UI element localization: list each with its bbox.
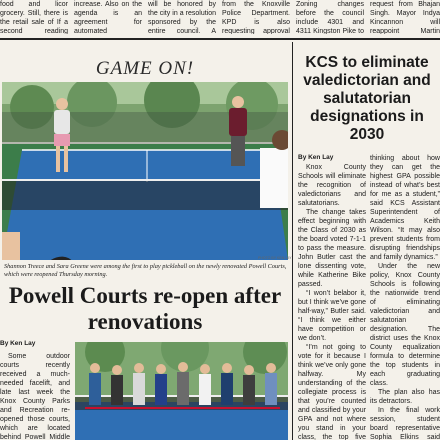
powell-headline: Powell Courts re-open after renovations	[8, 283, 282, 334]
column-rule	[292, 42, 293, 440]
powell-body: Some outdoor courts recently received a much-needed facelift, and late last week the Knox County Parks and Recreation re-opened those courts, which are located behind Powell Middle	[0, 353, 70, 440]
kcs-column-2: thinking about how they can get the highest GPA possible instead of what’s best for me as a student,” said KCS Assistant Superintendent of Academics Keith Wilson. “It may also prevent students from disrupting friendships and family dynamics.” Under the new policy, Knox County Schools is following the nationwide trend of eliminating valedictorian and salutatorian designation. The district uses the Knox County equalization formula to determine the top students in each graduating class. The plan also has its detractors. In the final work session, student board representative Sophia Elkins said	[370, 155, 440, 440]
photo-caption: Shannon Treece and Sara Greene were among the first to play pickleball on the newly renovated Powell Courts, which were reopened Thursday morning.	[4, 263, 287, 278]
top-column-6: request from Bhajan Singh. Mayor Indya Kincannon will reappoint Martin	[370, 1, 440, 34]
top-column-4: from the Knoxville Police Department. KPD is also requesting approval	[222, 1, 290, 34]
photo-heading: GAME ON!	[95, 58, 195, 79]
kcs-column-1: Knox County Schools will eliminate the recognition of valedictorians and salutatorians. The change takes effect beginning with the Class of 2030 as the board voted 7-1-1 to pass the measure. John Butler cast the lone dissenting vote, while Katherine Bike passed. “I won’t belabor it, but I think we’ve gone half-way,” Butler said. “I think we either have competition or we don’t. “I’m not going to vote for it because I think we’ve only gone halfway. My understanding of the collegiate process is that you’re counted and classified by your GPA and not where you stand in your class, the top five	[298, 164, 366, 440]
top-rule	[0, 38, 440, 40]
kcs-byline: By Ken Lay	[298, 154, 334, 161]
powell-byline: By Ken Lay	[0, 340, 36, 347]
top-column-3: will be honored by the city in a resolution sponsored by the entire council. A	[148, 1, 216, 34]
top-column-2: increase. Also on the agenda is an agreement for automated	[74, 1, 142, 34]
top-column-1: food and licor grocery. Still, there is the retail sale of If a second reading	[0, 1, 68, 34]
kcs-headline: KCS to eliminate valedictorian and salutatorian designations in 2030	[303, 54, 431, 143]
pickleball-photo	[2, 82, 288, 260]
photo-credit: PHOTO BY KEN LAY	[258, 256, 292, 260]
ribbon-cutting-photo	[75, 342, 288, 440]
top-column-5: Zoning changes before the council include 4301 and 4311 Kingston Pike to	[296, 1, 364, 34]
